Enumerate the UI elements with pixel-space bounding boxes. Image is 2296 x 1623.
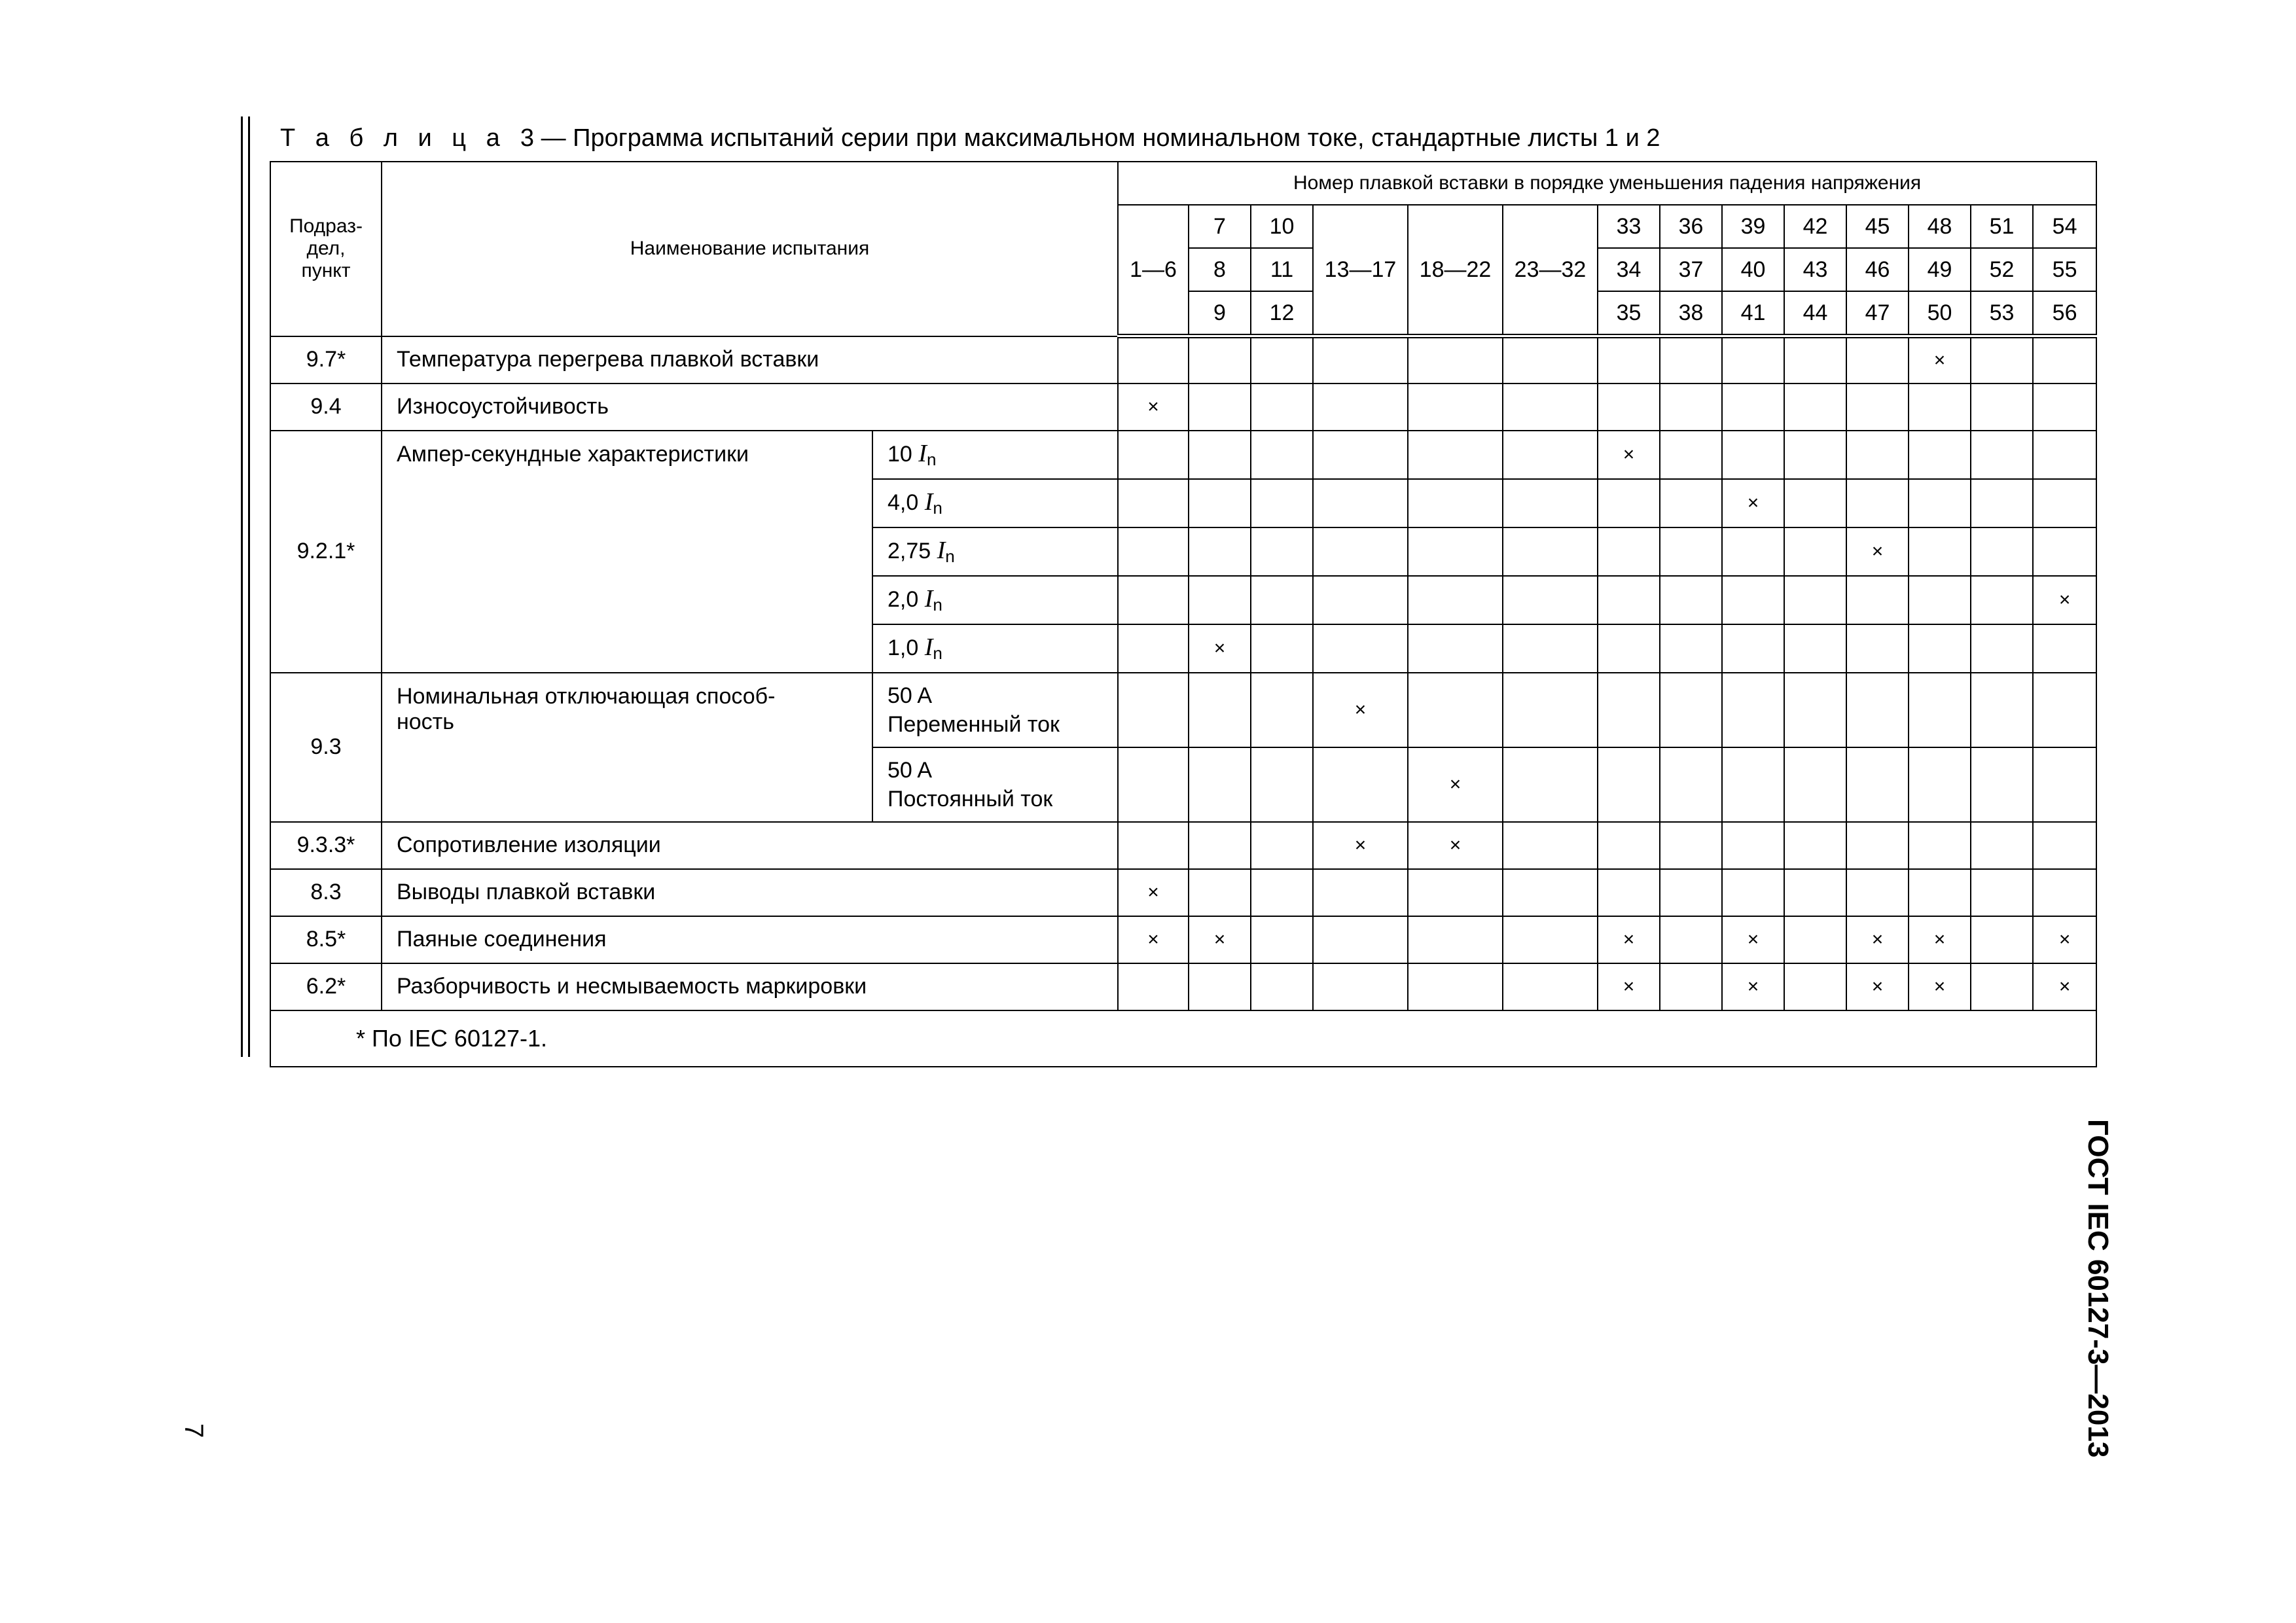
empty-cell bbox=[1722, 527, 1784, 576]
empty-cell bbox=[1722, 673, 1784, 747]
column-header-number: 54 bbox=[2033, 205, 2096, 248]
empty-cell bbox=[1660, 869, 1722, 916]
empty-cell bbox=[1784, 336, 1846, 383]
empty-cell bbox=[2033, 431, 2096, 479]
empty-cell bbox=[1660, 624, 1722, 673]
empty-cell bbox=[1251, 527, 1313, 576]
column-header-number: 52 bbox=[1971, 248, 2033, 291]
empty-cell bbox=[1503, 336, 1598, 383]
column-header-number: 38 bbox=[1660, 291, 1722, 336]
empty-cell bbox=[1189, 576, 1251, 624]
empty-cell bbox=[1660, 673, 1722, 747]
empty-cell bbox=[1503, 527, 1598, 576]
empty-cell bbox=[2033, 869, 2096, 916]
empty-cell bbox=[1503, 479, 1598, 527]
mark-cell: × bbox=[1598, 963, 1660, 1010]
empty-cell bbox=[1118, 624, 1189, 673]
empty-cell bbox=[1722, 431, 1784, 479]
empty-cell bbox=[1251, 479, 1313, 527]
section-number: 6.2* bbox=[270, 963, 382, 1010]
mark-cell: × bbox=[1118, 383, 1189, 431]
empty-cell bbox=[1971, 576, 2033, 624]
empty-cell bbox=[1118, 527, 1189, 576]
mark-cell: × bbox=[1909, 963, 1971, 1010]
empty-cell bbox=[1660, 576, 1722, 624]
mark-cell: × bbox=[1313, 822, 1408, 869]
empty-cell bbox=[1971, 479, 2033, 527]
header-section: Подраз- дел, пункт bbox=[270, 162, 382, 336]
empty-cell bbox=[1846, 383, 1909, 431]
empty-cell bbox=[1909, 869, 1971, 916]
empty-cell bbox=[1503, 916, 1598, 963]
empty-cell bbox=[1313, 624, 1408, 673]
empty-cell bbox=[1598, 624, 1660, 673]
empty-cell bbox=[1251, 576, 1313, 624]
column-header-number: 50 bbox=[1909, 291, 1971, 336]
mark-cell: × bbox=[1598, 916, 1660, 963]
empty-cell bbox=[1784, 822, 1846, 869]
section-number: 9.7* bbox=[270, 336, 382, 383]
column-header-number: 45 bbox=[1846, 205, 1909, 248]
empty-cell bbox=[1189, 479, 1251, 527]
empty-cell bbox=[1909, 822, 1971, 869]
rated-current-subscript: n bbox=[933, 595, 942, 615]
empty-cell bbox=[1971, 822, 2033, 869]
empty-cell bbox=[1660, 747, 1722, 822]
empty-cell bbox=[1660, 963, 1722, 1010]
column-header-number: 33 bbox=[1598, 205, 1660, 248]
empty-cell bbox=[1251, 747, 1313, 822]
mark-cell: × bbox=[1408, 747, 1503, 822]
empty-cell bbox=[1971, 916, 2033, 963]
mark-cell: × bbox=[1722, 479, 1784, 527]
column-header-number: 41 bbox=[1722, 291, 1784, 336]
empty-cell bbox=[1598, 383, 1660, 431]
caption-title: 3 — Программа испытаний серии при максимальном номинальном токе, стандартные листы 1 и 2 bbox=[520, 124, 1660, 152]
empty-cell bbox=[1118, 673, 1189, 747]
empty-cell bbox=[1313, 527, 1408, 576]
mark-cell: × bbox=[1846, 527, 1909, 576]
column-header-number: 42 bbox=[1784, 205, 1846, 248]
mark-cell: × bbox=[1846, 916, 1909, 963]
empty-cell bbox=[1189, 431, 1251, 479]
header-test-name: Наименование испытания bbox=[382, 162, 1118, 336]
empty-cell bbox=[1971, 673, 2033, 747]
column-header-number: 53 bbox=[1971, 291, 2033, 336]
empty-cell bbox=[1722, 336, 1784, 383]
test-program-table bbox=[270, 161, 2097, 1067]
condition-multiplier: 4,0 bbox=[888, 490, 919, 515]
empty-cell bbox=[2033, 336, 2096, 383]
rated-current-symbol: I bbox=[918, 440, 927, 467]
section-number: 8.5* bbox=[270, 916, 382, 963]
column-header-range: 13—17 bbox=[1313, 205, 1408, 336]
mark-cell: × bbox=[1313, 673, 1408, 747]
rated-current-symbol: I bbox=[937, 537, 946, 564]
empty-cell bbox=[1251, 336, 1313, 383]
column-header-number: 11 bbox=[1251, 248, 1313, 291]
empty-cell bbox=[1971, 336, 2033, 383]
rated-current-symbol: I bbox=[924, 633, 933, 661]
test-name: Ампер-секундные характеристики bbox=[382, 431, 872, 673]
section-number: 9.3.3* bbox=[270, 822, 382, 869]
empty-cell bbox=[1784, 869, 1846, 916]
empty-cell bbox=[1408, 963, 1503, 1010]
empty-cell bbox=[1503, 431, 1598, 479]
empty-cell bbox=[1313, 479, 1408, 527]
test-condition bbox=[872, 527, 1118, 576]
empty-cell bbox=[1408, 869, 1503, 916]
empty-cell bbox=[1118, 747, 1189, 822]
empty-cell bbox=[2033, 383, 2096, 431]
condition-multiplier: 1,0 bbox=[888, 635, 919, 660]
empty-cell bbox=[1408, 336, 1503, 383]
empty-cell bbox=[1408, 431, 1503, 479]
empty-cell bbox=[1503, 822, 1598, 869]
column-header-number: 36 bbox=[1660, 205, 1722, 248]
column-header-number: 43 bbox=[1784, 248, 1846, 291]
column-header-number: 55 bbox=[2033, 248, 2096, 291]
empty-cell bbox=[1503, 869, 1598, 916]
empty-cell bbox=[1313, 336, 1408, 383]
empty-cell bbox=[1189, 822, 1251, 869]
column-header-number: 8 bbox=[1189, 248, 1251, 291]
column-header-number: 12 bbox=[1251, 291, 1313, 336]
empty-cell bbox=[2033, 479, 2096, 527]
empty-cell bbox=[1503, 624, 1598, 673]
empty-cell bbox=[1251, 869, 1313, 916]
empty-cell bbox=[1118, 822, 1189, 869]
empty-cell bbox=[1118, 963, 1189, 1010]
empty-cell bbox=[1909, 673, 1971, 747]
empty-cell bbox=[1313, 747, 1408, 822]
column-header-number: 39 bbox=[1722, 205, 1784, 248]
column-header-number: 47 bbox=[1846, 291, 1909, 336]
empty-cell bbox=[1408, 673, 1503, 747]
test-name: Разборчивость и несмываемость маркировки bbox=[382, 963, 1118, 1010]
empty-cell bbox=[2033, 673, 2096, 747]
empty-cell bbox=[1251, 963, 1313, 1010]
empty-cell bbox=[1971, 431, 2033, 479]
empty-cell bbox=[1722, 383, 1784, 431]
empty-cell bbox=[1408, 576, 1503, 624]
empty-cell bbox=[1784, 624, 1846, 673]
table-row bbox=[270, 869, 2096, 916]
empty-cell bbox=[1118, 336, 1189, 383]
column-header-range: 23—32 bbox=[1503, 205, 1598, 336]
empty-cell bbox=[1660, 336, 1722, 383]
mark-cell: × bbox=[1598, 431, 1660, 479]
empty-cell bbox=[1189, 336, 1251, 383]
empty-cell bbox=[1189, 869, 1251, 916]
empty-cell bbox=[1598, 747, 1660, 822]
column-header-number: 46 bbox=[1846, 248, 1909, 291]
empty-cell bbox=[1784, 383, 1846, 431]
mark-cell: × bbox=[1909, 336, 1971, 383]
empty-cell bbox=[1971, 527, 2033, 576]
empty-cell bbox=[1784, 576, 1846, 624]
empty-cell bbox=[1846, 624, 1909, 673]
column-header-number: 35 bbox=[1598, 291, 1660, 336]
empty-cell bbox=[1189, 963, 1251, 1010]
column-header-number: 40 bbox=[1722, 248, 1784, 291]
empty-cell bbox=[1846, 431, 1909, 479]
empty-cell bbox=[1313, 576, 1408, 624]
column-header-number: 51 bbox=[1971, 205, 2033, 248]
empty-cell bbox=[1251, 916, 1313, 963]
rated-current-subscript: n bbox=[926, 450, 937, 469]
mark-cell: × bbox=[2033, 916, 2096, 963]
table-row bbox=[270, 383, 2096, 431]
rated-current-symbol: I bbox=[924, 488, 933, 516]
test-name: Сопротивление изоляции bbox=[382, 822, 1118, 869]
column-header-number: 7 bbox=[1189, 205, 1251, 248]
empty-cell bbox=[1251, 673, 1313, 747]
column-header-number: 48 bbox=[1909, 205, 1971, 248]
empty-cell bbox=[1408, 916, 1503, 963]
table-row bbox=[270, 916, 2096, 963]
empty-cell bbox=[1189, 673, 1251, 747]
table-row bbox=[270, 431, 2096, 479]
mark-cell: × bbox=[1722, 916, 1784, 963]
rated-current-subscript: n bbox=[945, 546, 955, 566]
empty-cell bbox=[2033, 747, 2096, 822]
empty-cell bbox=[1846, 747, 1909, 822]
empty-cell bbox=[1251, 624, 1313, 673]
empty-cell bbox=[1313, 963, 1408, 1010]
caption-label: Т а б л и ц а bbox=[280, 124, 507, 152]
empty-cell bbox=[1118, 479, 1189, 527]
mark-cell: × bbox=[1909, 916, 1971, 963]
empty-cell bbox=[1251, 431, 1313, 479]
empty-cell bbox=[1722, 576, 1784, 624]
condition-multiplier: 10 bbox=[888, 442, 912, 467]
empty-cell bbox=[1660, 479, 1722, 527]
empty-cell bbox=[1598, 576, 1660, 624]
empty-cell bbox=[1313, 916, 1408, 963]
empty-cell bbox=[1722, 624, 1784, 673]
column-header-number: 9 bbox=[1189, 291, 1251, 336]
empty-cell bbox=[1598, 479, 1660, 527]
condition-multiplier: 2,75 bbox=[888, 539, 931, 563]
rated-current-symbol: I bbox=[924, 585, 933, 613]
test-name: Номинальная отключающая способ- ность bbox=[382, 673, 872, 822]
table-row bbox=[270, 336, 2096, 383]
mark-cell: × bbox=[1118, 869, 1189, 916]
empty-cell bbox=[1598, 869, 1660, 916]
empty-cell bbox=[1846, 869, 1909, 916]
empty-cell bbox=[1784, 431, 1846, 479]
empty-cell bbox=[2033, 624, 2096, 673]
empty-cell bbox=[1784, 916, 1846, 963]
empty-cell bbox=[1722, 822, 1784, 869]
test-condition bbox=[872, 479, 1118, 527]
test-name: Паяные соединения bbox=[382, 916, 1118, 963]
table-caption bbox=[280, 124, 1660, 152]
mark-cell: × bbox=[1189, 916, 1251, 963]
empty-cell bbox=[1971, 747, 2033, 822]
table-row bbox=[270, 822, 2096, 869]
empty-cell bbox=[1660, 916, 1722, 963]
empty-cell bbox=[1784, 747, 1846, 822]
section-number: 9.3 bbox=[270, 673, 382, 822]
empty-cell bbox=[1408, 624, 1503, 673]
footnote: * По IEC 60127-1. bbox=[270, 1010, 2096, 1067]
empty-cell bbox=[1660, 527, 1722, 576]
column-header-number: 10 bbox=[1251, 205, 1313, 248]
empty-cell bbox=[1313, 383, 1408, 431]
mark-cell: × bbox=[2033, 963, 2096, 1010]
empty-cell bbox=[1846, 822, 1909, 869]
empty-cell bbox=[1971, 869, 2033, 916]
empty-cell bbox=[1909, 624, 1971, 673]
empty-cell bbox=[1408, 383, 1503, 431]
rated-current-subscript: n bbox=[933, 498, 942, 518]
column-header-number: 37 bbox=[1660, 248, 1722, 291]
empty-cell bbox=[1408, 527, 1503, 576]
empty-cell bbox=[1846, 336, 1909, 383]
column-header-range: 18—22 bbox=[1408, 205, 1503, 336]
empty-cell bbox=[1909, 479, 1971, 527]
empty-cell bbox=[1189, 383, 1251, 431]
empty-cell bbox=[1784, 673, 1846, 747]
empty-cell bbox=[1784, 963, 1846, 1010]
mark-cell: × bbox=[1189, 624, 1251, 673]
empty-cell bbox=[1722, 869, 1784, 916]
empty-cell bbox=[1660, 822, 1722, 869]
empty-cell bbox=[2033, 527, 2096, 576]
empty-cell bbox=[1189, 527, 1251, 576]
empty-cell bbox=[1503, 576, 1598, 624]
mark-cell: × bbox=[1408, 822, 1503, 869]
empty-cell bbox=[1598, 822, 1660, 869]
empty-cell bbox=[2033, 822, 2096, 869]
empty-cell bbox=[1503, 673, 1598, 747]
empty-cell bbox=[1251, 383, 1313, 431]
empty-cell bbox=[1503, 747, 1598, 822]
header-group: Номер плавкой вставки в порядке уменьшения падения напряжения bbox=[1118, 162, 2096, 205]
mark-cell: × bbox=[1846, 963, 1909, 1010]
column-header-number: 44 bbox=[1784, 291, 1846, 336]
test-condition: 50 A Переменный ток bbox=[872, 673, 1118, 747]
column-header-range: 1—6 bbox=[1118, 205, 1189, 336]
mark-cell: × bbox=[1118, 916, 1189, 963]
empty-cell bbox=[1189, 747, 1251, 822]
condition-multiplier: 2,0 bbox=[888, 587, 919, 612]
empty-cell bbox=[1598, 673, 1660, 747]
empty-cell bbox=[1313, 431, 1408, 479]
empty-cell bbox=[1909, 576, 1971, 624]
empty-cell bbox=[1971, 383, 2033, 431]
margin-change-bar bbox=[241, 116, 250, 1057]
empty-cell bbox=[1909, 383, 1971, 431]
empty-cell bbox=[1846, 576, 1909, 624]
test-condition bbox=[872, 576, 1118, 624]
empty-cell bbox=[1251, 822, 1313, 869]
empty-cell bbox=[1660, 431, 1722, 479]
mark-cell: × bbox=[2033, 576, 2096, 624]
empty-cell bbox=[1909, 747, 1971, 822]
table-row bbox=[270, 963, 2096, 1010]
empty-cell bbox=[1118, 576, 1189, 624]
mark-cell: × bbox=[1722, 963, 1784, 1010]
empty-cell bbox=[1846, 673, 1909, 747]
test-condition: 50 A Постоянный ток bbox=[872, 747, 1118, 822]
test-condition bbox=[872, 431, 1118, 479]
empty-cell bbox=[1722, 747, 1784, 822]
test-name: Износоустойчивость bbox=[382, 383, 1118, 431]
section-number: 9.4 bbox=[270, 383, 382, 431]
empty-cell bbox=[1503, 963, 1598, 1010]
empty-cell bbox=[1909, 527, 1971, 576]
section-number: 8.3 bbox=[270, 869, 382, 916]
empty-cell bbox=[1784, 479, 1846, 527]
empty-cell bbox=[1598, 336, 1660, 383]
empty-cell bbox=[1598, 527, 1660, 576]
empty-cell bbox=[1784, 527, 1846, 576]
empty-cell bbox=[1909, 431, 1971, 479]
test-condition bbox=[872, 624, 1118, 673]
table-row bbox=[270, 673, 2096, 747]
empty-cell bbox=[1408, 479, 1503, 527]
rated-current-subscript: n bbox=[933, 643, 942, 663]
column-header-number: 34 bbox=[1598, 248, 1660, 291]
empty-cell bbox=[1971, 624, 2033, 673]
empty-cell bbox=[1503, 383, 1598, 431]
column-header-number: 56 bbox=[2033, 291, 2096, 336]
section-number: 9.2.1* bbox=[270, 431, 382, 673]
column-header-number: 49 bbox=[1909, 248, 1971, 291]
empty-cell bbox=[1118, 431, 1189, 479]
empty-cell bbox=[1660, 383, 1722, 431]
empty-cell bbox=[1846, 479, 1909, 527]
empty-cell bbox=[1313, 869, 1408, 916]
empty-cell bbox=[1971, 963, 2033, 1010]
test-name: Выводы плавкой вставки bbox=[382, 869, 1118, 916]
test-name: Температура перегрева плавкой вставки bbox=[382, 336, 1118, 383]
